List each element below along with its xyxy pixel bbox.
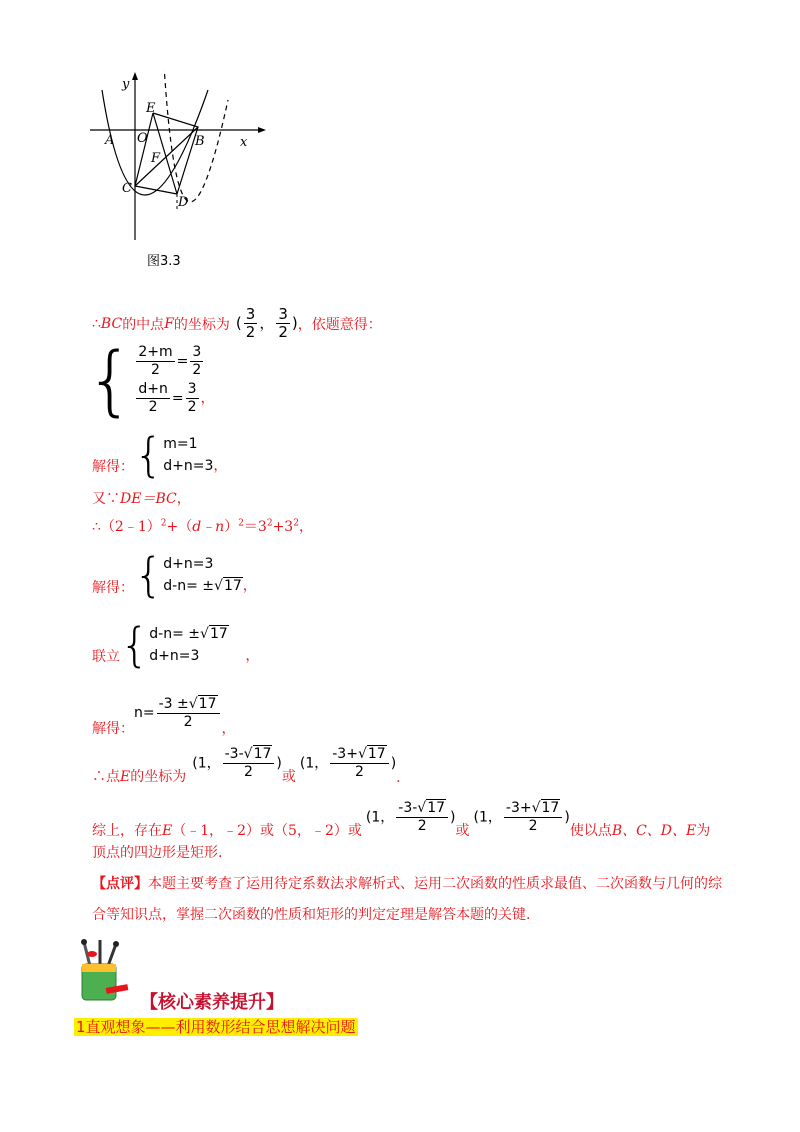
label-e: E (146, 101, 156, 116)
system-4: 联立 { d-n= ±√17 d+n=3 ， (92, 618, 260, 672)
line-equation: $\therefore(2﹣1)^2+(d﹣n)^2=3^2+3^2$， (92, 518, 313, 535)
text: 的中点 (122, 316, 165, 333)
summary-line: 综上，存在E（﹣1，﹣2）或（5，﹣2）或 (1， $\frac{-3-√17}{2}$ ) 或 (1， $\frac{-3+√17}{2}$ ) 使以点B、C、D、E为 (92, 799, 711, 839)
parabola-diagram (80, 70, 270, 245)
figure-caption: 图3.3 (147, 254, 181, 269)
label-o: O (137, 131, 148, 146)
summary-line-2: 顶点的四边形是矩形. (92, 845, 223, 861)
coord: ( $\frac{3}{2}$ ， $\frac{3}{2}$ ) (235, 305, 298, 341)
n-solution: 解得： n= $\frac{-3 \pm√17}{2}$ ， (92, 695, 236, 737)
point-e-line: ∴点E的坐标为 (1， $\frac{-3-√17}{2}$ ) 或 (1， $\frac{-3+√17}{2}$ ) . (92, 745, 401, 786)
seg-bc: BC (100, 315, 123, 332)
system-3: 解得： { d+n=3 d-n= ±√17， (92, 548, 257, 602)
pencil-cup-icon (72, 936, 132, 1004)
comment-line-1: 【点评】本题主要考查了运用待定系数法求解析式、运用二次函数的性质求最值、二次函数与几何的综 (92, 876, 722, 892)
comment-tag: 【点评】 (92, 876, 148, 892)
point-f: F (164, 315, 174, 332)
system-2: 解得： { m=1 d+n=3， (92, 428, 228, 482)
text: 的坐标为 (173, 316, 230, 333)
line-de-bc: 又∵DE＝BC， (92, 491, 191, 507)
figure (80, 70, 270, 245)
label-x: x (240, 135, 248, 150)
label-f: F (151, 151, 161, 166)
line-midpoint (92, 306, 382, 341)
label-c: C (122, 181, 132, 196)
section-subtitle: 1直观想象——利用数形结合思想解决问题 (76, 1018, 356, 1036)
comment-line-2: 合等知识点，掌握二次函数的性质和矩形的判定定理是解答本题的关键. (92, 907, 531, 923)
section-title: 【核心素养提升】 (140, 992, 284, 1013)
label-d: D (178, 195, 189, 210)
label-b: B (195, 134, 205, 149)
therefore: ∴ (92, 315, 101, 332)
label-y: y (122, 77, 130, 92)
text: ，依题意得： (297, 316, 382, 333)
system-1: { $\frac{2+m}{2}$ = $\frac{3}{2}$ $\frac{d+n}{2}$ = $\frac{3}{2}$ ， (86, 335, 215, 424)
label-a: A (105, 133, 115, 148)
